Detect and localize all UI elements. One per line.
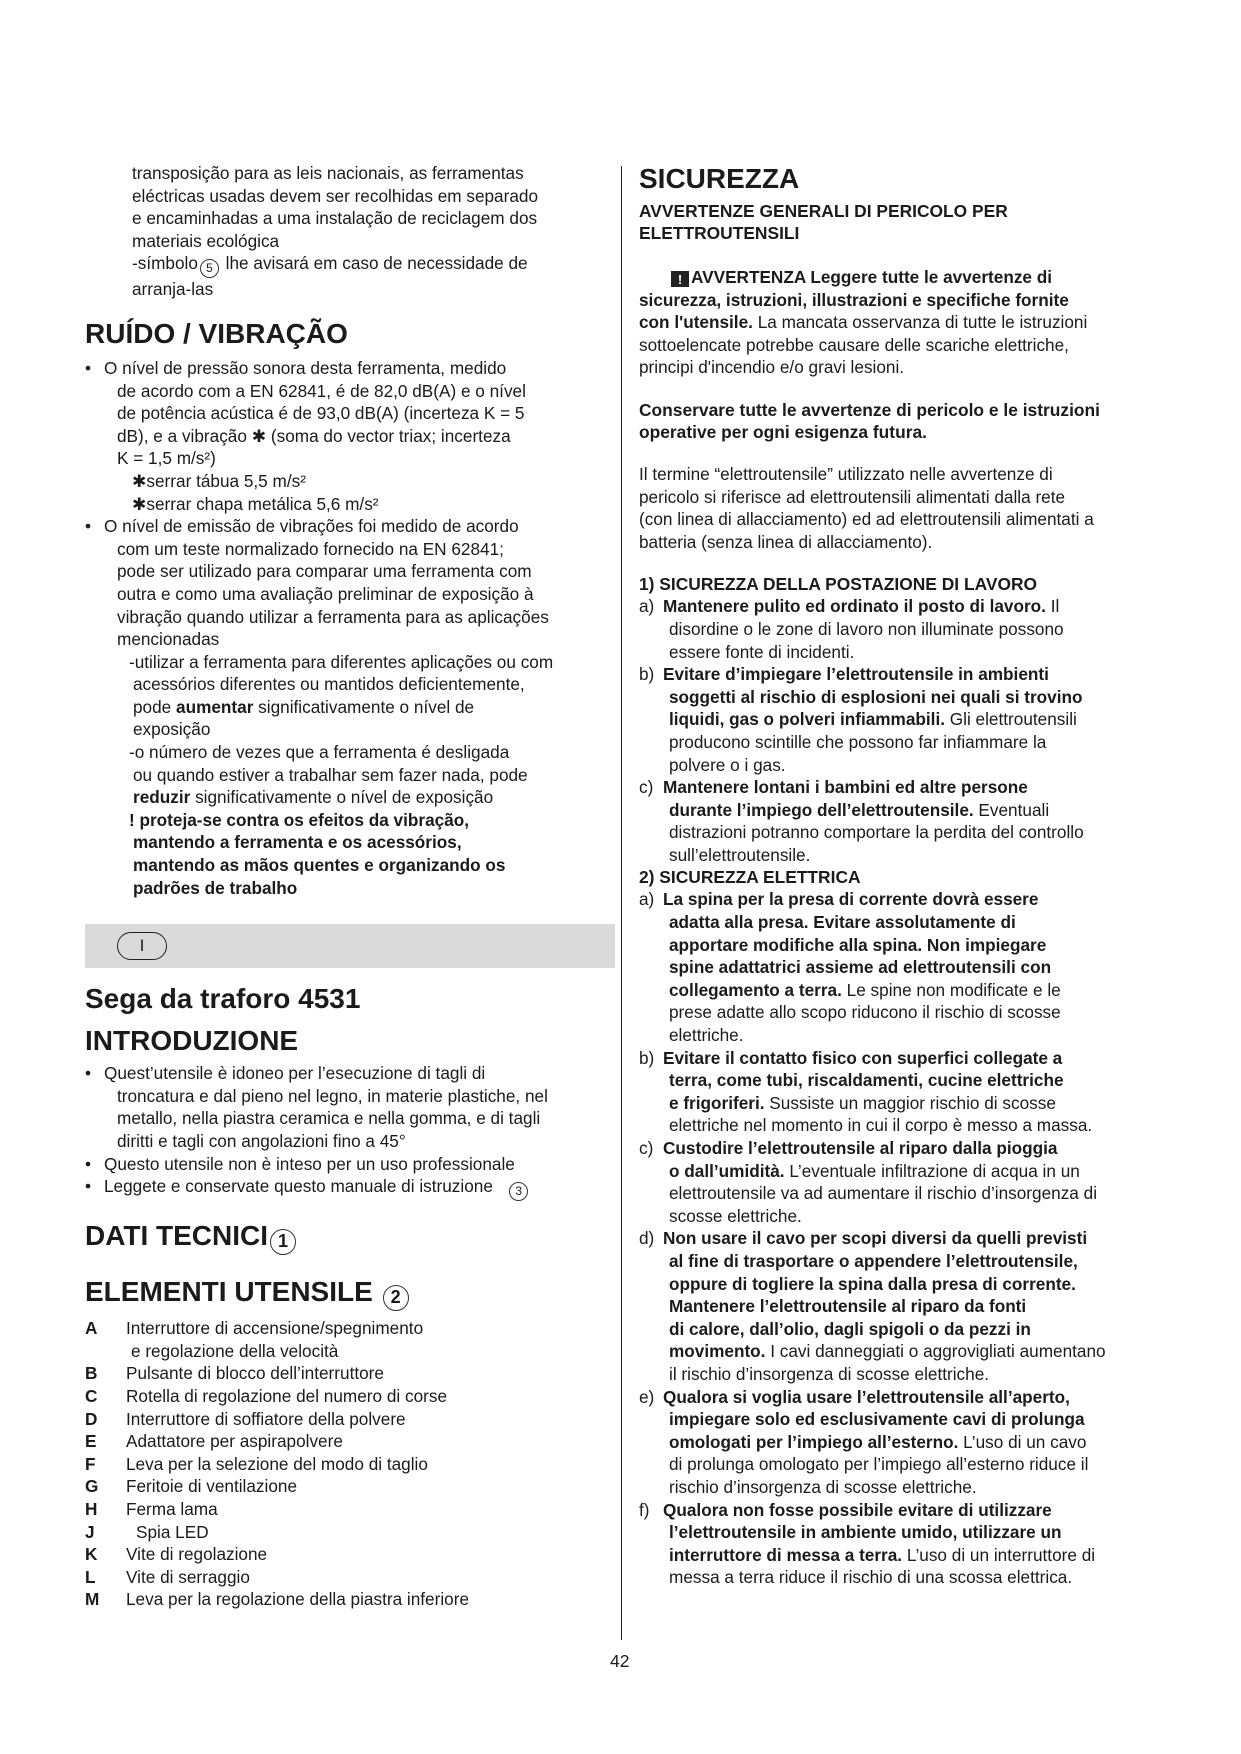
part-key: F [85,1453,96,1474]
safety-item [639,776,1169,866]
figure-number-icon: 3 [509,1182,528,1201]
section-2-heading: 2) SICUREZZA ELETTRICA [639,867,861,888]
item-letter: b) [639,1047,655,1068]
part-label: Vite di serraggio [126,1566,250,1587]
page-number: 42 [610,1651,630,1671]
parts-list-item [85,1453,605,1476]
disposal-line: eléctricas usadas devem ser recolhidas em separado [132,185,539,206]
parts-list-item [85,1340,605,1363]
list-item: • Quest’utensile è idoneo per l’esecuzione di tagli di troncatura e dal pieno nel legno, in materie plastiche, nel metallo, nella piastra ceramica e nella gomma, e di tagli diritti e tagli con angolazioni fino a 45° [85,1062,605,1152]
exposure-notes: -utilizar a ferramenta para diferentes aplicações ou com acessórios diferentes ou mantidos deficientemente, pode aumentar significativamente o nível de exposição -o número de vezes que a ferramenta é desligada ou quando estiver a trabalhar sem fazer nada, pode reduzir significativamente o nível de exposição ! proteja-se contra os efeitos da vibração, mantendo a ferramenta e os acessórios, mantendo as mãos quentes e organizando os padrões de trabalho [129,651,554,898]
item-letter: e) [639,1386,655,1407]
safety-heading: SICUREZZA [639,163,800,194]
asterisk-icon: ✱ [251,425,267,446]
parts-list-item [85,1408,605,1431]
item-letter: a) [639,596,655,617]
safety-item [639,888,1169,1046]
part-key: C [85,1385,98,1406]
part-key: H [85,1498,98,1519]
disposal-line: e encaminhadas a uma instalação de reciclagem dos [132,208,538,229]
part-label: Interruttore di soffiatore della polvere [126,1408,406,1429]
safety-item [639,595,1169,663]
safety-subtitle: AVVERTENZE GENERALI DI PERICOLO PER ELETTROUTENSILI [639,201,1008,243]
item-text: Evitare d’impiegare l’elettroutensile in ambienti soggetti al rischio di esplosioni nei quali si trovino liquidi, gas o polveri infiammabili. Gli elettroutensili producono scintille che possono far infiammare la polvere o i gas. [663,664,1083,775]
item-text: Mantenere lontani i bambini ed altre persone durante l’impiego dell’elettroutensile. Eventuali distrazioni potranno comportare la perdita del controllo sull’elettroutensile. [663,777,1084,865]
item-letter: f) [639,1499,650,1520]
part-label: Feritoie di ventilazione [126,1476,298,1497]
part-label: Leva per la regolazione della piastra inferiore [126,1589,470,1610]
part-key: B [85,1363,98,1384]
item-text: Qualora si voglia usare l’elettroutensile all’aperto, impiegare solo ed esclusivamente cavi di prolunga omologati per l’impiego all’esterno. L’uso di un cavo di prolunga omologato per l’impiego all’esterno riduce il rischio d’insorgenza di scosse elettriche. [663,1386,1089,1497]
parts-list-item [85,1475,605,1498]
safety-item [639,1386,1169,1499]
item-text: Non usare il cavo per scopi diversi da quelli previsti al fine di trasportare o appendere l’elettroutensile, oppure di togliere la spina dalla presa di corrente. Mantenere l’elettroutensile al riparo da fonti di calore, dall’olio, dagli spigoli o da pezzi in movimento. I cavi danneggiati o aggrovigliati aumentano il rischio d’insorgenza di scosse elettriche. [663,1228,1106,1384]
column-divider [621,166,622,1640]
part-key: E [85,1431,97,1452]
figure-number-icon: 2 [383,1285,409,1311]
noise-heading: RUÍDO / VIBRAÇÃO [85,317,348,349]
symbol-number-icon: 5 [200,259,219,278]
section-1-list [639,595,1169,866]
left-column [85,162,605,1611]
item-letter: c) [639,777,654,798]
part-label: e regolazione della velocità [131,1340,339,1361]
section-1-heading: 1) SICUREZZA DELLA POSTAZIONE DI LAVORO [639,574,1038,595]
part-key: D [85,1408,98,1429]
part-key [85,1340,126,1363]
part-key: J [85,1521,95,1542]
asterisk-icon: ✱ [132,470,147,491]
item-letter: d) [639,1228,655,1249]
term-definition: Il termine “elettroutensile” utilizzato nelle avvertenze di pericolo si riferisce ad elettroutensili alimentati dalla rete (con linea di allacciamento) ed ad elettroutensili alimentati a batteria (senza linea di allacciamento). [639,463,1094,552]
item-text: Mantenere pulito ed ordinato il posto di lavoro. Il disordine o le zone di lavoro non illuminate possono essere fonte di incidenti. [663,596,1064,662]
part-key: K [85,1544,98,1565]
parts-list-item [85,1588,605,1611]
parts-list-item [85,1317,605,1340]
part-label: Vite di regolazione [126,1544,268,1565]
part-label: Interruttore di accensione/spegnimento [126,1318,424,1339]
list-item: • O nível de emissão de vibrações foi medido de acordo com um teste normalizado fornecido na EN 62841; pode ser utilizado para comparar uma ferramenta com outra e como uma avaliação preliminar de exposição à vibração quando utilizar a ferramenta para as aplicações mencionadas [85,515,605,651]
language-bar [85,924,615,968]
disposal-line: materiais ecológica [132,230,280,251]
warning-paragraph: ! AVVERTENZA Leggere tutte le avvertenze di sicurezza, istruzioni, illustrazioni e specifiche fornite con l'utensile. La mancata osservanza di tutte le istruzioni sottoelencate potrebbe causare delle scariche elettriche, principi d'incendio e/o gravi lesioni. [639,267,1088,378]
parts-list-item [85,1566,605,1589]
item-letter: b) [639,664,655,685]
safety-item [639,1227,1169,1385]
parts-list [85,1317,605,1611]
noise-list [85,357,605,651]
intro-list [85,1062,605,1201]
keep-instructions: Conservare tutte le avvertenze di pericolo e le istruzioni operative per ogni esigenza futura. [639,399,1100,442]
elements-heading: ELEMENTI UTENSILE 2 [85,1275,605,1311]
part-label: Rotella di regolazione del numero di corse [126,1385,448,1406]
part-key: M [85,1589,100,1610]
item-text: Custodire l’elettroutensile al riparo dalla pioggia o dall’umidità. L’eventuale infiltrazione di acqua in un elettroutensile va ad aumentare il rischio d’insorgenza di scosse elettriche. [663,1138,1098,1226]
parts-list-item [85,1362,605,1385]
part-label: Ferma lama [126,1498,218,1519]
part-label: Leva per la selezione del modo di taglio [126,1453,428,1474]
part-key: L [85,1566,96,1587]
item-text: Qualora non fosse possibile evitare di utilizzare l’elettroutensile in ambiente umido, utilizzare un interruttore di messa a terra. L’uso di un interruttore di messa a terra riduce il rischio di una scossa elettrica. [663,1499,1096,1588]
warning-triangle-icon: ! [671,271,689,287]
intro-heading: INTRODUZIONE [85,1025,299,1057]
safety-item [639,1137,1169,1227]
safety-item [639,1499,1169,1589]
parts-list-item [85,1521,605,1544]
item-letter: a) [639,889,655,910]
symbol-line: arranja-las [132,279,214,300]
item-letter: c) [639,1138,654,1158]
parts-list-item [85,1430,605,1453]
product-title: Sega da traforo 4531 [85,983,361,1015]
tech-data-heading: DATI TECNICI 1 [85,1219,605,1255]
list-item: • O nível de pressão sonora desta ferramenta, medido de acordo com a EN 62841, é de 82,0 dB(A) e o nível de potência acústica é de 93,0 dB(A) (incerteza K = 5 dB), e a vibração ✱ (soma do vector triax; incerteza K = 1,5 m/s²) ✱serrar tábua 5,5 m/s² ✱serrar chapa metálica 5,6 m/s² [85,357,605,515]
language-code-badge: I [117,932,167,960]
safety-item [639,663,1169,776]
asterisk-icon: ✱ [132,493,147,514]
item-text: La spina per la presa di corrente dovrà essere adatta alla presa. Evitare assolutamente di apportare modifiche alla spina. Non impiegare spine adattatrici assieme ad elettroutensili con collegamento a terra. Le spine non modificate e le prese adatte allo scopo riducono il rischio di scosse elettriche. [663,889,1061,1046]
section-2-list [639,888,1169,1588]
symbol-line: -símbolo 5 lhe avisará em caso de necessidade de [132,252,605,278]
parts-list-item [85,1543,605,1566]
part-label: Adattatore per aspirapolvere [126,1431,343,1452]
part-label: Pulsante di blocco dell’interruttore [126,1363,384,1384]
list-item: • Leggete e conservate questo manuale di istruzione 3 [85,1175,605,1201]
figure-number-icon: 1 [270,1229,296,1255]
parts-list-item [85,1385,605,1408]
parts-list-item [85,1498,605,1521]
safety-item [639,1047,1169,1137]
disposal-text [85,162,605,301]
part-label: Spia LED [136,1521,209,1542]
part-key: G [85,1476,99,1497]
list-item: • Questo utensile non è inteso per un uso professionale [85,1153,605,1176]
part-key: A [85,1318,98,1339]
right-column [639,162,1169,1589]
item-text: Evitare il contatto fisico con superfici collegate a terra, come tubi, riscaldamenti, cucine elettriche e frigoriferi. Sussiste un maggior rischio di scosse elettriche nel momento in cui il corpo è messo a massa. [663,1047,1093,1136]
disposal-line: transposição para as leis nacionais, as ferramentas [132,163,524,183]
